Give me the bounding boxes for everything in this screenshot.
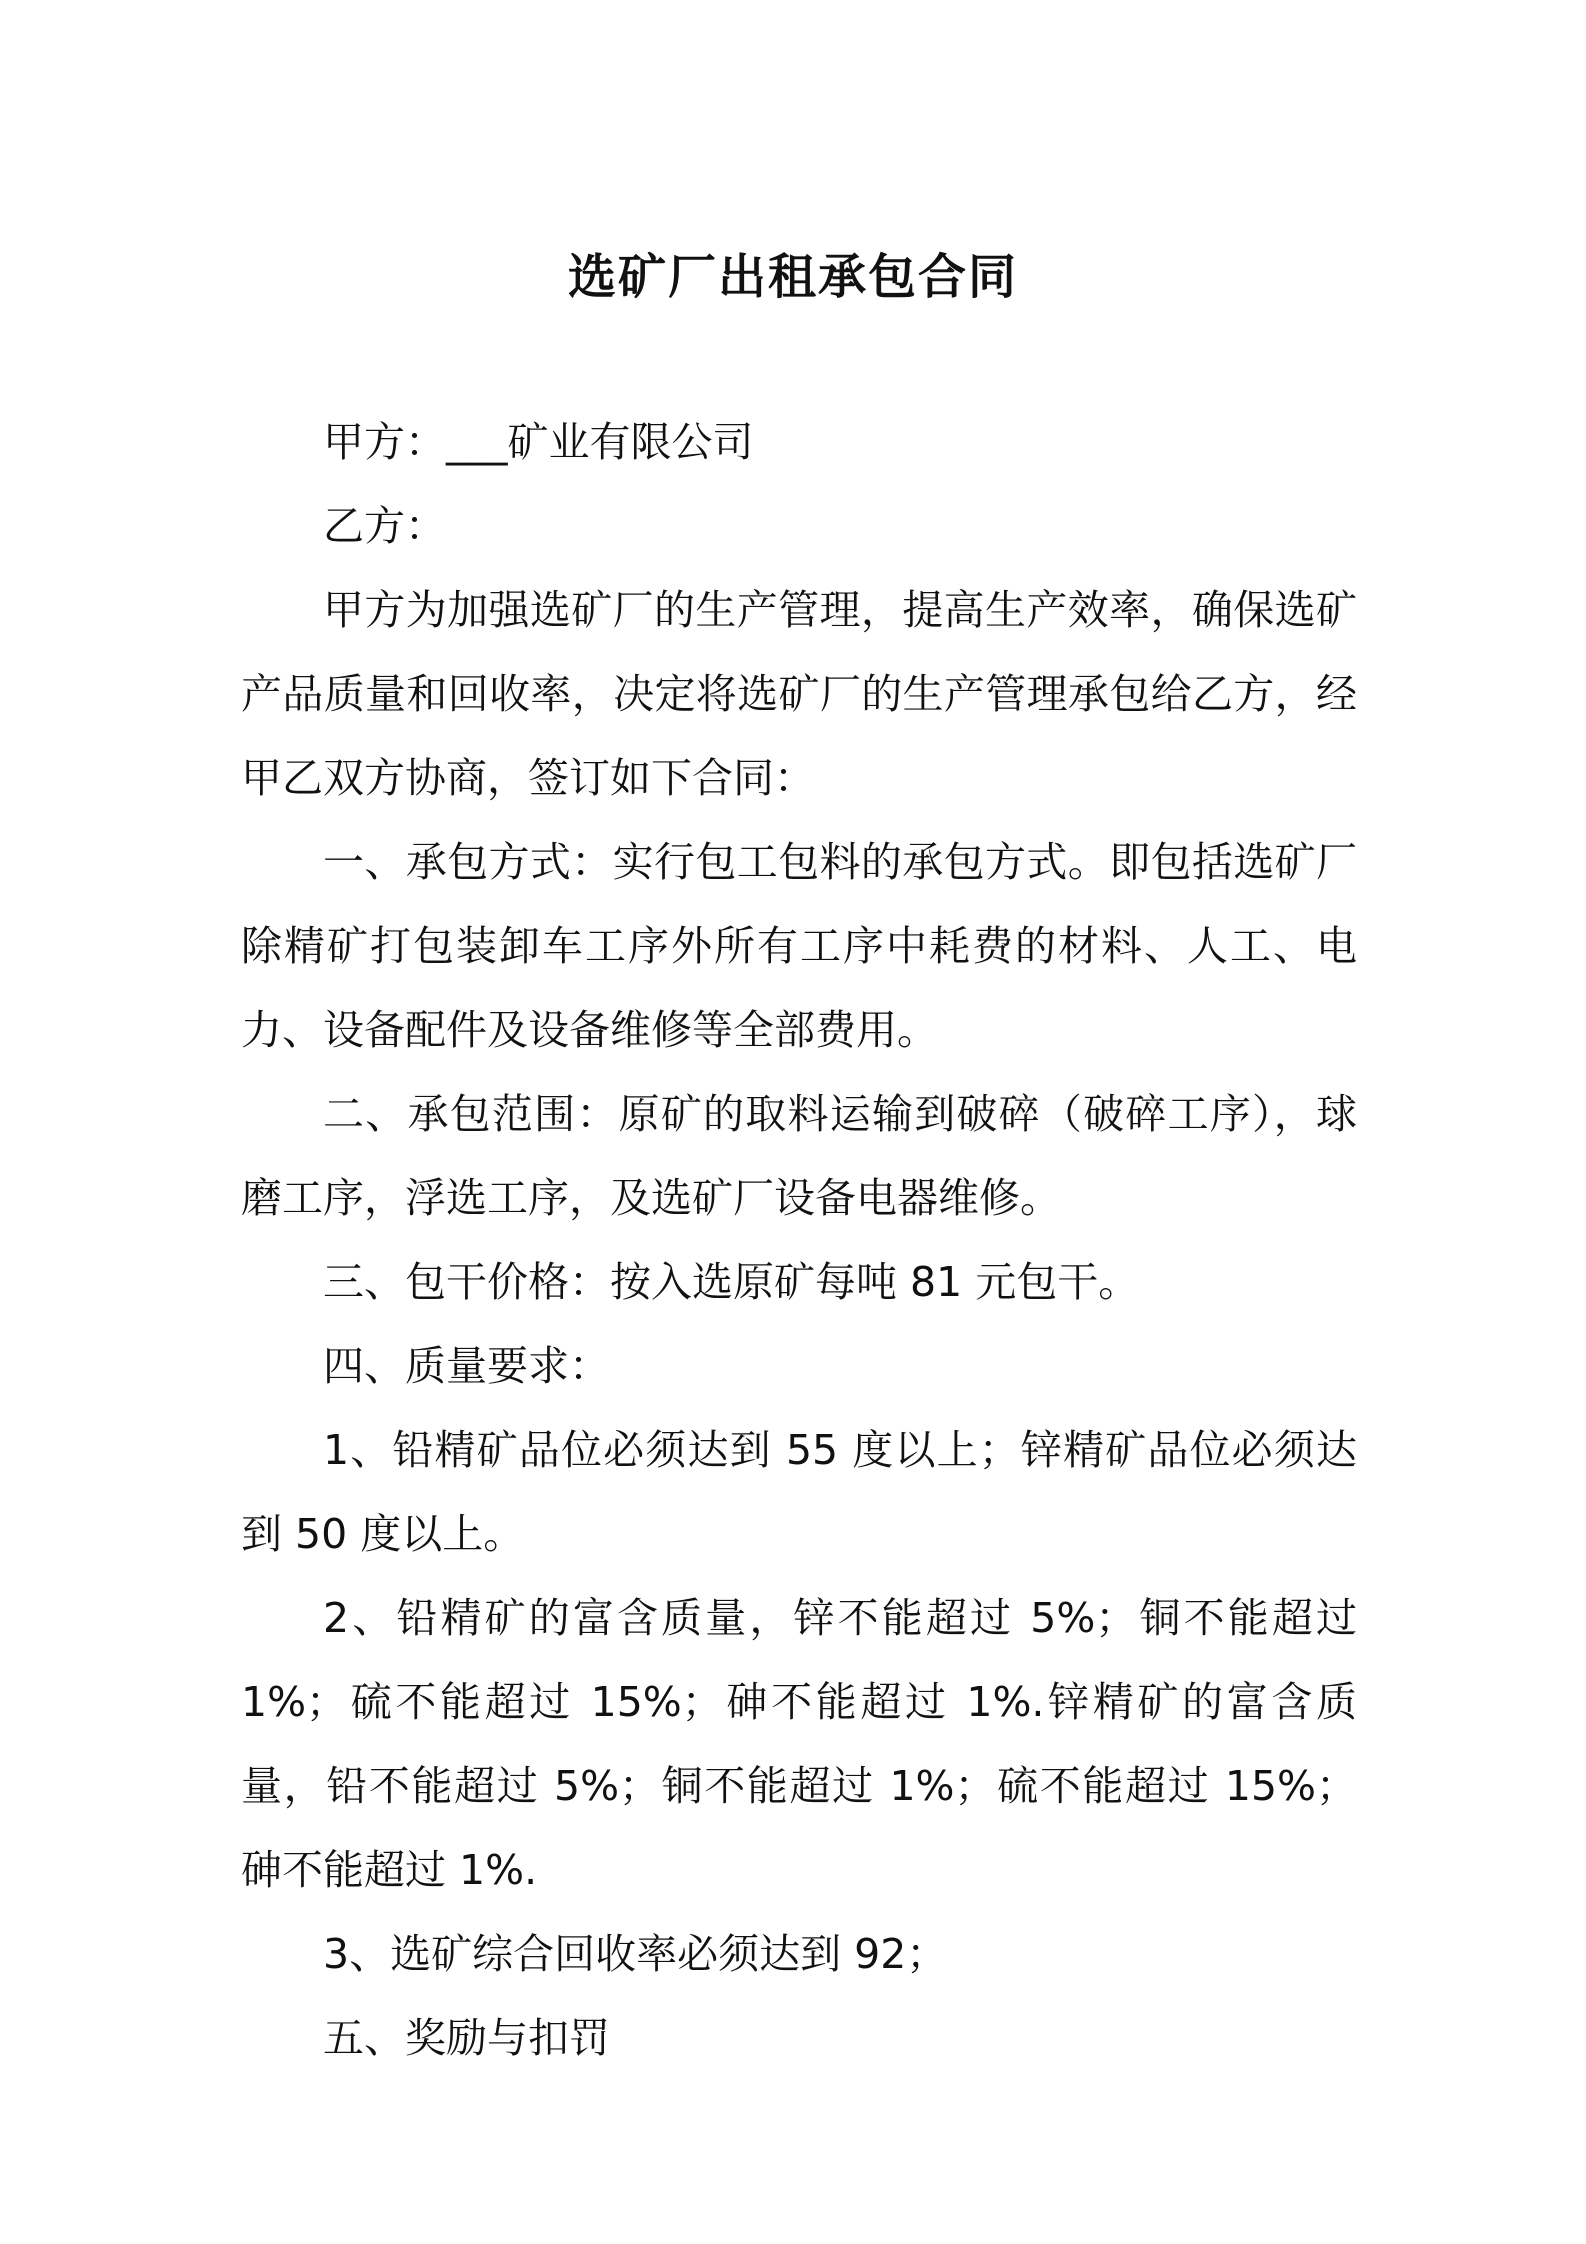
clause-2-contract-scope: 二、承包范围：原矿的取料运输到破碎（破碎工序），球磨工序，浮选工序，及选矿厂设备电器维修。 bbox=[241, 1090, 1357, 1222]
party-b-line: 乙方： bbox=[323, 502, 446, 550]
preamble-paragraph: 甲方为加强选矿厂的生产管理，提高生产效率，确保选矿产品质量和回收率，决定将选矿厂的生产管理承包给乙方，经甲乙双方协商，签订如下合同： bbox=[241, 586, 1357, 802]
quality-item-1: 1、铅精矿品位必须达到 55 度以上；锌精矿品位必须达到 50 度以上。 bbox=[241, 1426, 1357, 1558]
document-title: 选矿厂出租承包合同 bbox=[567, 249, 1018, 306]
clause-1-contract-method: 一、承包方式：实行包工包料的承包方式。即包括选矿厂除精矿打包装卸车工序外所有工序中耗费的材料、人工、电力、设备配件及设备维修等全部费用。 bbox=[241, 838, 1357, 1054]
document-body bbox=[241, 400, 1357, 2080]
quality-item-2: 2、铅精矿的富含质量，锌不能超过 5%；铜不能超过 1%；硫不能超过 15%；砷不能超过 1%.锌精矿的富含质量，铅不能超过 5%；铜不能超过 1%；硫不能超过 15%；砷不能超过 1%. bbox=[241, 1594, 1357, 1894]
clause-5-rewards-penalties: 五、奖励与扣罚 bbox=[323, 2014, 610, 2062]
clause-4-quality-requirements: 四、质量要求： bbox=[323, 1342, 610, 1390]
clause-3-lump-sum-price: 三、包干价格：按入选原矿每吨 81 元包干。 bbox=[323, 1258, 1140, 1306]
party-a-line: 甲方：___矿业有限公司 bbox=[323, 418, 754, 466]
quality-item-3: 3、选矿综合回收率必须达到 92； bbox=[323, 1930, 948, 1978]
